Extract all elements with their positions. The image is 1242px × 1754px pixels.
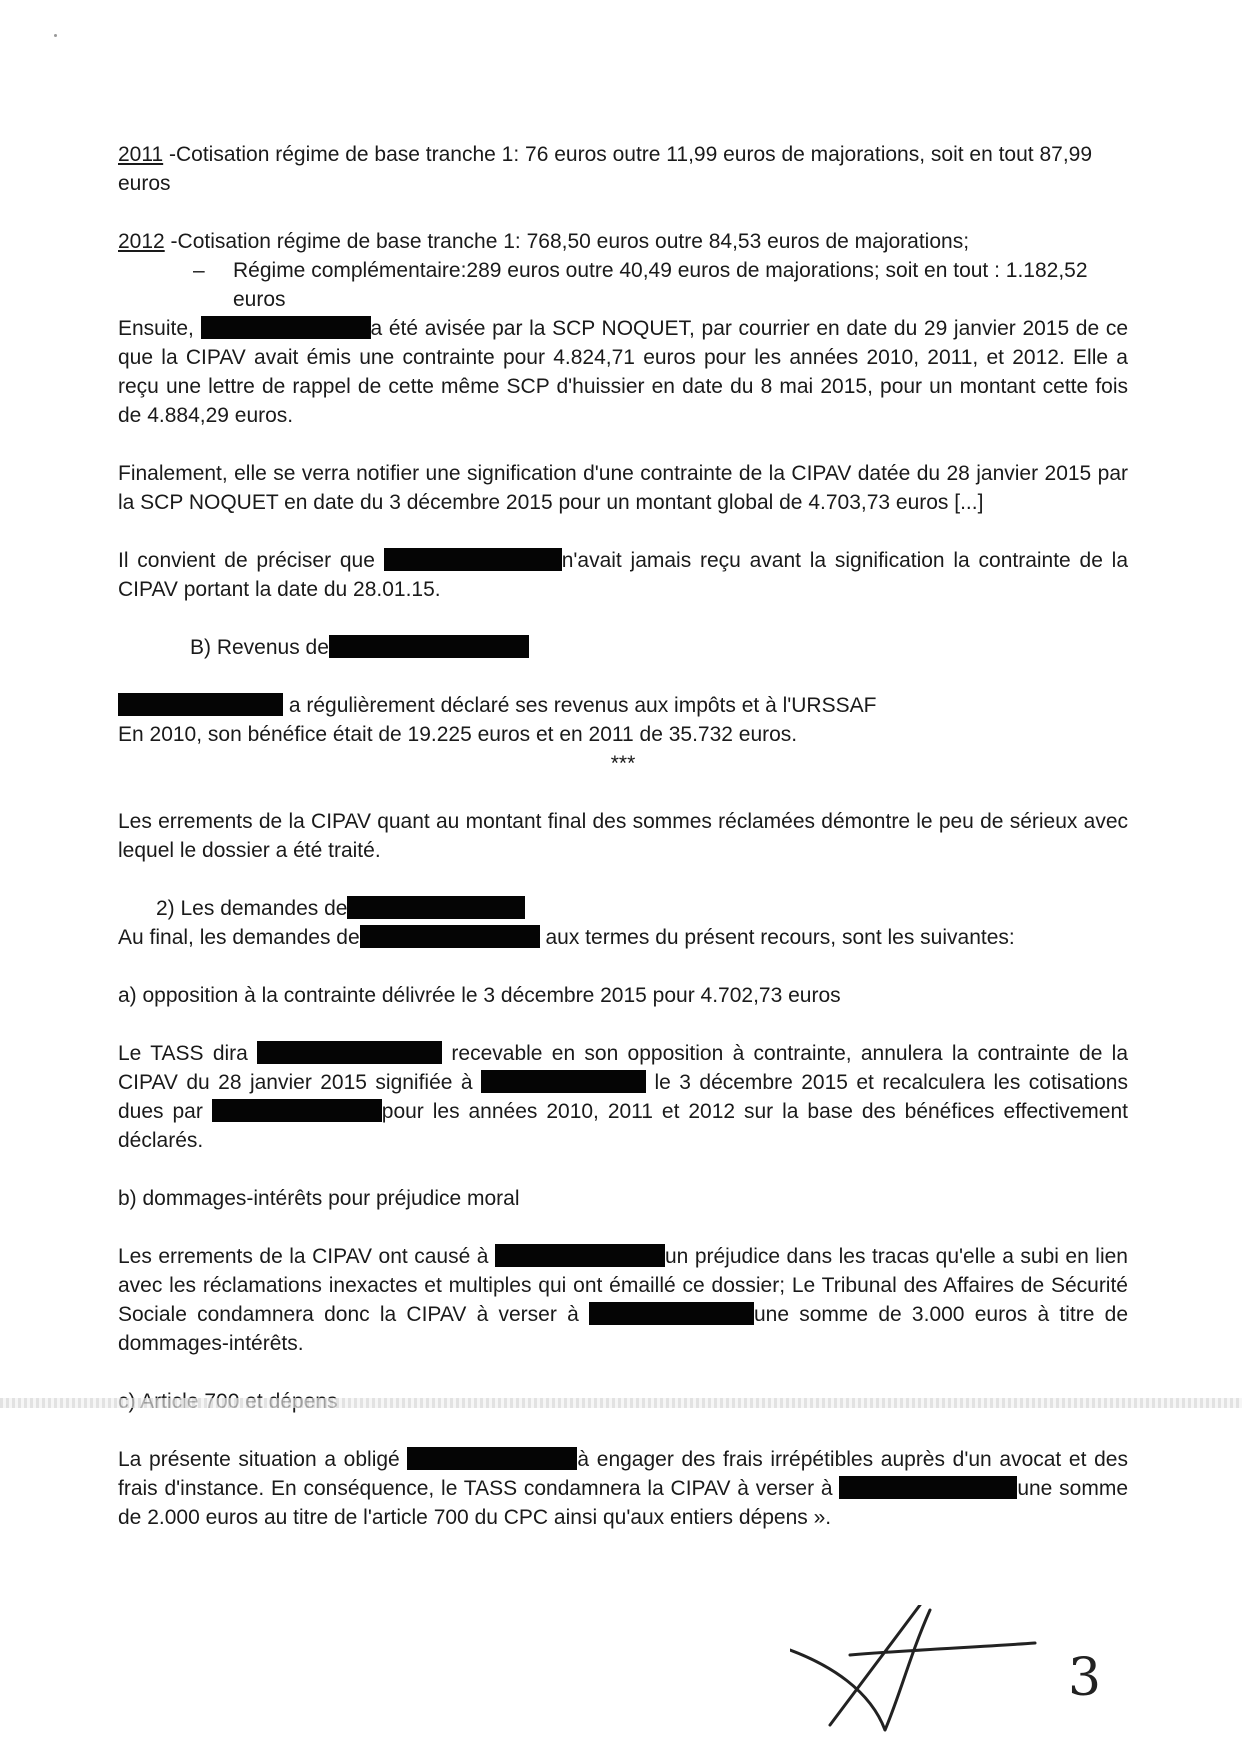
text-annees: pour les années 2010, 2011 et 2012 sur la base des bénéfices effectivement déclarés. bbox=[118, 1100, 1128, 1152]
paragraph-benefice: En 2010, son bénéfice était de 19.225 euros et en 2011 de 35.732 euros. bbox=[118, 723, 798, 746]
signature-mark bbox=[790, 1605, 1060, 1740]
redaction-block bbox=[329, 635, 529, 658]
redaction-block bbox=[407, 1447, 577, 1470]
bullet-regime-complementaire bbox=[118, 256, 1128, 314]
redaction-block bbox=[589, 1302, 754, 1325]
bullet-dash: – bbox=[193, 259, 205, 282]
paragraph-finalement: Finalement, elle se verra notifier une signification d'une contrainte de la CIPAV datée du 28 janvier 2015 par la SCP NOQUET en date du 3 décembre 2015 pour un montant global de 4.703,73 euros [...] bbox=[118, 462, 1128, 514]
paragraph-ensuite bbox=[118, 314, 1128, 430]
text-tass-dira: Le TASS dira bbox=[118, 1042, 258, 1065]
paragraph-revenus bbox=[118, 691, 1128, 720]
heading-revenus bbox=[118, 633, 1128, 662]
scan-fold-line bbox=[0, 1398, 1242, 1408]
heading-demandes bbox=[118, 894, 1128, 923]
redaction-block bbox=[118, 693, 283, 716]
section-separator-stars: *** bbox=[610, 752, 636, 775]
paragraph-preciser bbox=[118, 546, 1128, 604]
text-errements-cipav: Les errements de la CIPAV ont causé à bbox=[118, 1245, 495, 1268]
heading-demandes-text: 2) Les demandes de bbox=[156, 897, 348, 920]
paragraph-2011-text: -Cotisation régime de base tranche 1: 76 euros outre 11,99 euros de majorations, soit en tout 87,99 euros bbox=[118, 143, 1093, 195]
text-jamais-recu: n'avait jamais reçu avant la signification la contrainte de la CIPAV portant la date du 28.01.15. bbox=[118, 549, 1128, 601]
redaction-block bbox=[481, 1070, 646, 1093]
redaction-block bbox=[384, 548, 562, 571]
text-recevable: recevable en son opposition à contrainte, annulera la contrainte de la CIPAV du 28 janvier 2015 signifiée à bbox=[118, 1042, 1128, 1094]
document-body bbox=[118, 140, 1128, 1532]
paragraph-tass-dira bbox=[118, 1039, 1128, 1155]
heading-opposition: a) opposition à la contrainte délivrée le 3 décembre 2015 pour 4.702,73 euros bbox=[118, 984, 841, 1007]
year-2012: 2012 bbox=[118, 230, 165, 253]
text-declare: a régulièrement déclaré ses revenus aux impôts et à l'URSSAF bbox=[283, 694, 877, 717]
year-2011: 2011 bbox=[118, 143, 164, 166]
scan-speck bbox=[54, 34, 57, 37]
text-ensuite: Ensuite, bbox=[118, 317, 201, 340]
text-preciser: Il convient de préciser que bbox=[118, 549, 384, 572]
redaction-block bbox=[495, 1244, 665, 1267]
text-somme-3000: une somme de 3.000 euros à titre de dommages-intérêts. bbox=[118, 1303, 1128, 1355]
redaction-block bbox=[257, 1041, 442, 1064]
page-number: 3 bbox=[1068, 1648, 1102, 1708]
redaction-block bbox=[360, 925, 540, 948]
paragraph-2012 bbox=[118, 227, 1128, 256]
heading-dommages: b) dommages-intérêts pour préjudice moral bbox=[118, 1187, 520, 1210]
paragraph-2011 bbox=[118, 140, 1128, 198]
bullet-text: Régime complémentaire:289 euros outre 40,49 euros de majorations; soit en tout : 1.182,52 euros bbox=[233, 259, 1088, 311]
paragraph-prejudice bbox=[118, 1242, 1128, 1358]
text-frais: à engager des frais irrépétibles auprès d'un avocat et des frais d'instance. En conséquence, le TASS condamnera la CIPAV à verser à bbox=[118, 1448, 1128, 1500]
text-oblige: La présente situation a obligé bbox=[118, 1448, 408, 1471]
text-somme-2000: une somme de 2.000 euros au titre de l'article 700 du CPC ainsi qu'aux entiers dépens ». bbox=[118, 1477, 1129, 1529]
heading-revenus-text: B) Revenus de bbox=[190, 636, 329, 659]
redaction-block bbox=[839, 1476, 1017, 1499]
redaction-block bbox=[201, 316, 371, 339]
redaction-block bbox=[212, 1099, 382, 1122]
paragraph-errements: Les errements de la CIPAV quant au montant final des sommes réclamées démontre le peu de sérieux avec lequel le dossier a été traité. bbox=[118, 810, 1128, 862]
text-tracas: un préjudice dans les tracas qu'elle a subi en lien avec les réclamations inexactes et multiples qui ont émaillé ce dossier; Le Tribunal des Affaires de Sécurité Sociale condamnera donc la CIPAV à verser à bbox=[118, 1245, 1128, 1326]
text-au-final: Au final, les demandes de bbox=[118, 926, 360, 949]
paragraph-article-700 bbox=[118, 1445, 1128, 1532]
paragraph-au-final bbox=[118, 923, 1128, 952]
paragraph-2012-text: -Cotisation régime de base tranche 1: 768,50 euros outre 84,53 euros de majorations; bbox=[164, 230, 970, 253]
text-recalculera: le 3 décembre 2015 et recalculera les cotisations dues par bbox=[118, 1071, 1128, 1123]
text-termes: aux termes du présent recours, sont les suivantes: bbox=[539, 926, 1015, 949]
redaction-block bbox=[347, 896, 525, 919]
text-avisee: a été avisée par la SCP NOQUET, par courrier en date du 29 janvier 2015 de ce que la CIPAV avait émis une contrainte pour 4.824,71 euros pour les années 2010, 2011, et 2012. Elle a reçu une lettre de rappel de cette même SCP d'huissier en date du 8 mai 2015, pour un montant cette fois de 4.884,29 euros. bbox=[118, 317, 1128, 427]
